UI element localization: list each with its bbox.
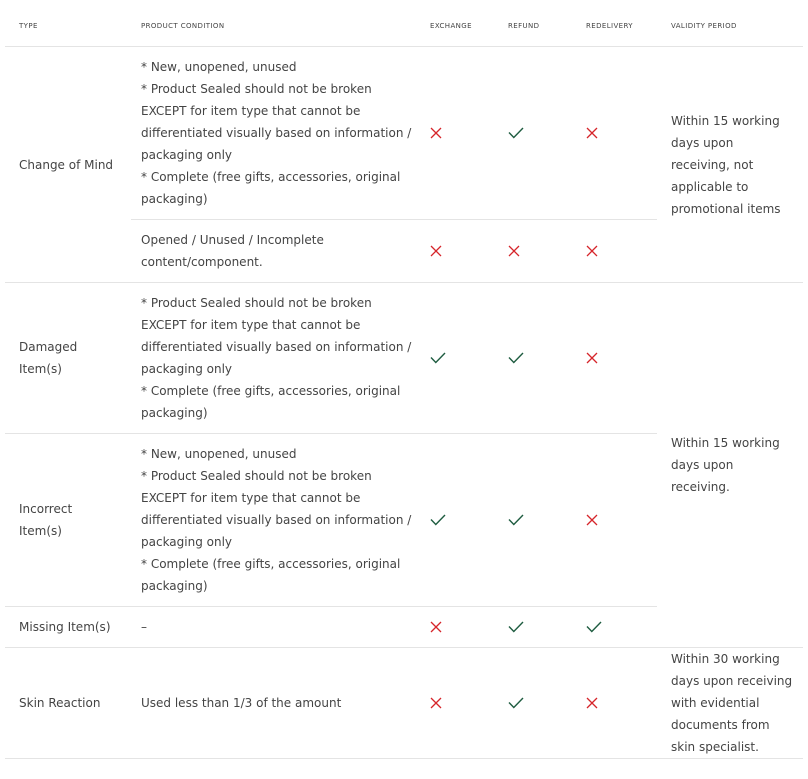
cross-icon: [430, 621, 442, 633]
type-label-line: Item(s): [19, 524, 62, 538]
condition-text: [141, 683, 423, 723]
type-label-line: Skin Reaction: [19, 696, 101, 710]
condition-text-line: EXCEPT for item type that cannot be: [141, 491, 361, 505]
refund-cell: [501, 648, 579, 759]
condition-cell: [131, 607, 423, 648]
redelivery-cell: [579, 283, 657, 434]
check-icon: [508, 127, 524, 139]
condition-text-line: packaging only: [141, 535, 233, 549]
condition-text-line: differentiated visually based on information /: [141, 340, 412, 354]
condition-text: [141, 434, 423, 606]
validity-cell: [657, 648, 803, 759]
validity-text-line: with evidential: [671, 696, 760, 710]
validity-cell: [657, 47, 803, 283]
type-label-line: Incorrect: [19, 502, 73, 516]
condition-cell: [131, 283, 423, 434]
validity-text-line: days upon receiving: [671, 674, 793, 688]
condition-text-line: EXCEPT for item type that cannot be: [141, 318, 361, 332]
condition-cell: [131, 220, 423, 283]
refund-cell: [501, 47, 579, 220]
cross-icon: [586, 352, 598, 364]
validity-text-line: receiving, not: [671, 157, 754, 172]
header-redelivery: REDELIVERY: [579, 5, 657, 47]
exchange-cell: [423, 648, 501, 759]
type-label-line: Damaged: [19, 340, 78, 354]
table-body: [5, 47, 803, 759]
condition-text-line: * Complete (free gifts, accessories, original: [141, 384, 401, 398]
check-icon: [508, 352, 524, 364]
validity-text: [671, 648, 803, 758]
redelivery-cell: [579, 220, 657, 283]
type-label: [19, 616, 131, 638]
refund-cell: [501, 220, 579, 283]
redelivery-cell: [579, 47, 657, 220]
check-icon: [430, 352, 446, 364]
condition-text-line: * Product Sealed should not be broken: [141, 469, 372, 483]
type-label: [19, 154, 131, 176]
cross-icon: [586, 514, 598, 526]
cross-icon: [508, 245, 520, 257]
exchange-cell: [423, 283, 501, 434]
condition-text-line: Opened / Unused / Incomplete: [141, 233, 324, 247]
validity-text-line: Within 15 working: [671, 436, 780, 450]
condition-text-line: –: [141, 620, 147, 634]
type-cell: [5, 648, 131, 759]
condition-cell: [131, 47, 423, 220]
condition-text: [141, 220, 423, 282]
condition-text-line: * Complete (free gifts, accessories, original: [141, 170, 401, 184]
header-validity-period: VALIDITY PERIOD: [657, 5, 803, 47]
header-product-condition: PRODUCT CONDITION: [131, 5, 423, 47]
table-row: [5, 283, 803, 434]
type-cell: [5, 607, 131, 648]
type-cell: [5, 434, 131, 607]
condition-text-line: differentiated visually based on information /: [141, 513, 412, 527]
cross-icon: [586, 697, 598, 709]
condition-text-line: packaging): [141, 579, 208, 593]
check-icon: [586, 621, 602, 633]
condition-text: [141, 283, 423, 433]
validity-text-line: days upon: [671, 458, 734, 472]
condition-text-line: packaging only: [141, 362, 233, 376]
header-exchange: EXCHANGE: [423, 5, 501, 47]
type-label-line: Item(s): [19, 362, 62, 376]
condition-text-line: * Product Sealed should not be broken: [141, 296, 372, 310]
condition-text: [141, 607, 423, 647]
condition-text-line: * Product Sealed should not be broken: [141, 82, 372, 96]
redelivery-cell: [579, 434, 657, 607]
type-label-line: Change of Mind: [19, 157, 114, 172]
redelivery-cell: [579, 607, 657, 648]
exchange-cell: [423, 220, 501, 283]
validity-text-line: Within 30 working: [671, 652, 780, 666]
check-icon: [430, 514, 446, 526]
condition-text: [141, 47, 423, 219]
validity-text: [671, 110, 803, 220]
type-label: [19, 692, 131, 714]
condition-text-line: * New, unopened, unused: [141, 60, 297, 74]
validity-cell: [657, 283, 803, 648]
validity-text-line: promotional items: [671, 201, 781, 216]
refund-cell: [501, 607, 579, 648]
exchange-cell: [423, 607, 501, 648]
refund-cell: [501, 434, 579, 607]
table-row: [5, 648, 803, 759]
condition-cell: [131, 434, 423, 607]
cross-icon: [430, 697, 442, 709]
condition-text-line: * New, unopened, unused: [141, 447, 297, 461]
cross-icon: [586, 245, 598, 257]
check-icon: [508, 621, 524, 633]
exchange-cell: [423, 47, 501, 220]
check-icon: [508, 697, 524, 709]
check-icon: [508, 514, 524, 526]
condition-text-line: content/component.: [141, 255, 263, 269]
type-cell: [5, 47, 131, 283]
header-refund: REFUND: [501, 5, 579, 47]
refund-cell: [501, 283, 579, 434]
validity-text-line: applicable to: [671, 179, 749, 194]
table-row: [5, 47, 803, 220]
condition-text-line: packaging): [141, 406, 208, 420]
return-policy-table: [5, 5, 803, 759]
condition-text-line: packaging): [141, 192, 208, 206]
type-label: [19, 498, 131, 542]
validity-text: [671, 432, 803, 498]
cross-icon: [430, 127, 442, 139]
exchange-cell: [423, 434, 501, 607]
cross-icon: [430, 245, 442, 257]
type-cell: [5, 283, 131, 434]
cross-icon: [586, 127, 598, 139]
validity-text-line: skin specialist.: [671, 740, 759, 754]
header-row: [5, 5, 803, 47]
condition-text-line: * Complete (free gifts, accessories, original: [141, 557, 401, 571]
type-label: [19, 336, 131, 380]
type-label-line: Missing Item(s): [19, 620, 111, 634]
validity-text-line: Within 15 working: [671, 113, 780, 128]
header-type: TYPE: [5, 5, 131, 47]
condition-text-line: packaging only: [141, 148, 233, 162]
validity-text-line: documents from: [671, 718, 770, 732]
validity-text-line: days upon: [671, 135, 734, 150]
validity-text-line: receiving.: [671, 480, 730, 494]
redelivery-cell: [579, 648, 657, 759]
condition-text-line: differentiated visually based on information /: [141, 126, 412, 140]
condition-cell: [131, 648, 423, 759]
condition-text-line: EXCEPT for item type that cannot be: [141, 104, 361, 118]
condition-text-line: Used less than 1/3 of the amount: [141, 696, 342, 710]
